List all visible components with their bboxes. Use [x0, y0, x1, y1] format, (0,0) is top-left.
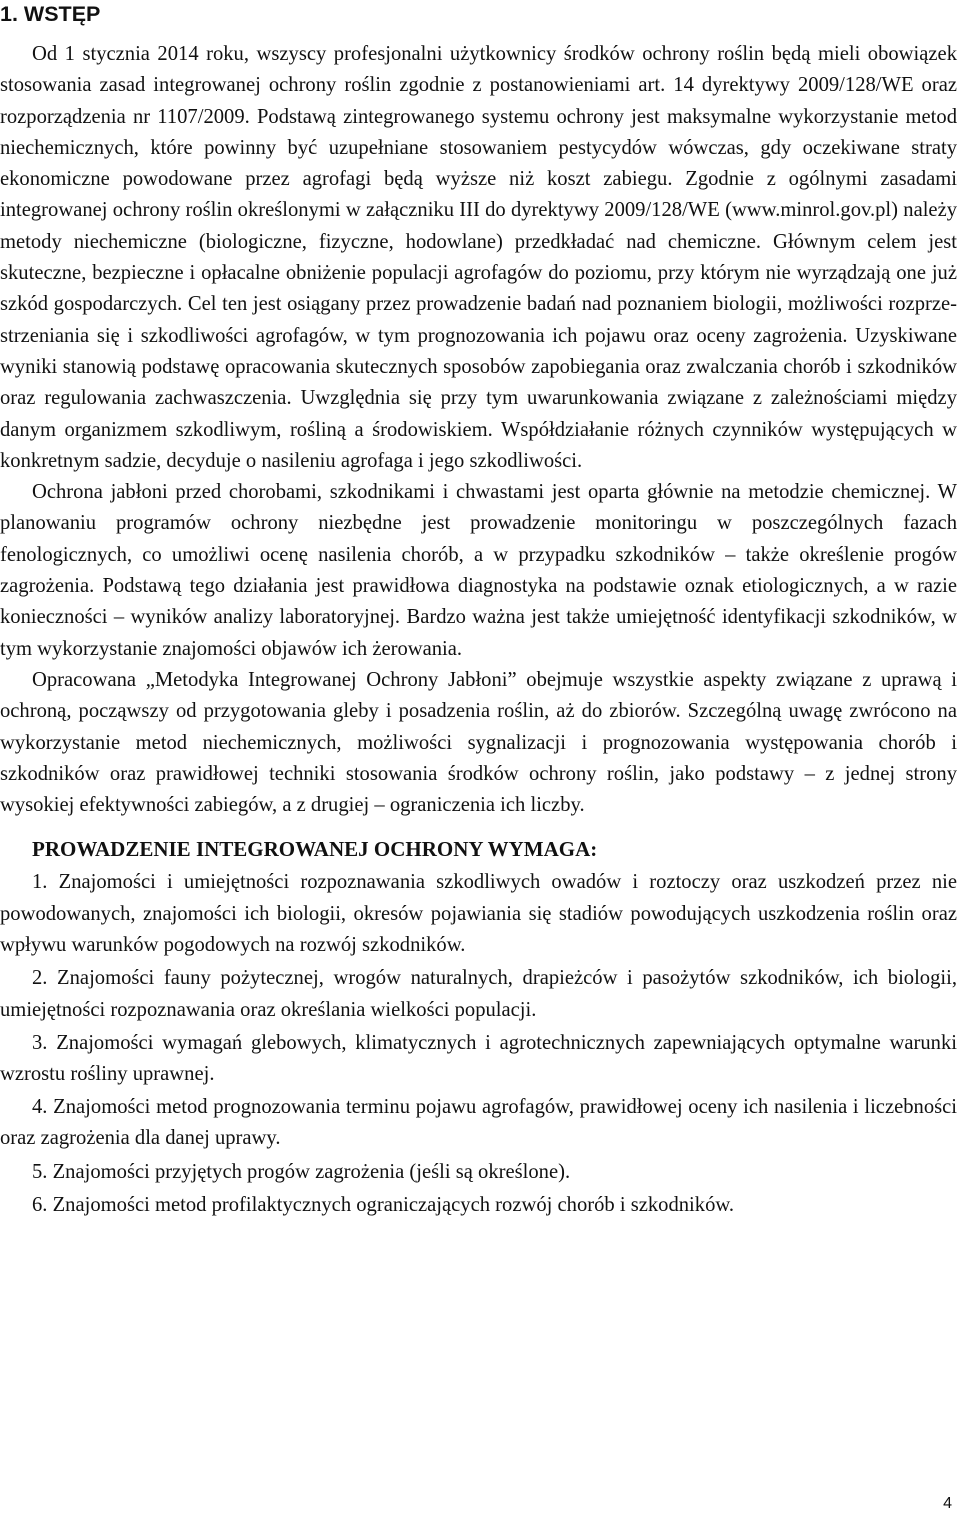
paragraph-apple-protection: Ochrona jabłoni przed chorobami, szkodnikami i chwastami jest oparta głównie na metodzie chemicznej. W planowaniu programów ochrony niezbędne jest prowadzenie monitoringu w poszczególnych fazach fenologicznych, co umożliwi ocenę nasilenia chorób, a w przypadku szkodników – także określenie progów zagrożenia. Podstawą tego działania jest prawidłowa diagnostyka na podstawie oznak etiologicznych, a w razie konieczności – wyników analizy laboratoryjnej. Bardzo ważna jest także umiejętność identyfikacji szkodników, w tym wykorzystanie znajomości objawów ich żerowania. [0, 481, 957, 660]
list-item: 2. Znajomości fauny pożytecznej, wrogów naturalnych, drapieżców i pasożytów szkodników, ich biologii, umiejętności rozpoznawania oraz określania wielkości populacji. [0, 967, 957, 1021]
section-heading [0, 0, 957, 28]
list-item: 5. Znajomości przyjętych progów zagrożenia (jeśli są określone). [32, 1160, 571, 1183]
section-number: 1. [0, 2, 18, 26]
paragraph-intro-text-b: ) należy metody niechemiczne (biologiczne, fizyczne, hodowlane) przedkładać nad chemiczne. Głównym celem jest skuteczne, bezpieczne i opłacalne obniżenie populacji agrofagów do poziomu, przy którym nie wyrządzają one już szkód gospodarczych. Cel ten jest osiągany przez prowadzenie badań nad poznaniem biologii, możliwości rozprzestrzeniania się i szkodliwości agrofagów, w tym prognozowania ich pojawu oraz oceny zagrożenia. Uzyskiwane wyniki stanowią podstawę opracowania skutecznych sposobów zapobiegania oraz zwalczania chorób i szkodników oraz regulowania zachwaszczenia. Uwzględnia się przy tym uwarunkowania związane z zależnościami między danym organizmem szkodliwym, rośliną a środowiskiem. Współdziałanie różnych czynników występujących w konkretnym sadzie, decyduje o nasileniu agrofaga i jego szkodliwości. [0, 199, 958, 472]
requirements-list [0, 867, 957, 1221]
list-item: 4. Znajomości metod prognozowania terminu pojawu agrofagów, prawidłowej oceny ich nasilenia i liczebności oraz zagrożenia dla danej uprawy. [0, 1096, 957, 1150]
page-number: 4 [943, 1495, 952, 1512]
list-item: 3. Znajomości wymagań glebowych, klimatycznych i agrotechnicznych zapewniających optymalne warunki wzrostu rośliny uprawnej. [0, 1031, 957, 1085]
paragraph-intro-text-a: Od 1 stycznia 2014 roku, wszyscy profesjonalni użytkownicy środków ochrony roślin będą mieli obowiązek stosowania zasad integrowanej ochrony roślin zgodnie z postanowieniami art. 14 dyrektywy 2009/128/WE oraz rozporządzenia nr 1107/2009. Podstawą zintegrowanego systemu ochrony jest maksymalne wykorzystanie metod niechemicznych, które powinny być uzupełniane stosowaniem pestycydów wówczas, gdy oczekiwane straty ekonomiczne powodowane przez agrofagi będą wyższe niż koszt zabiegu. Zgodnie z ogólnymi zasadami integrowanej ochrony roślin określonymi w załączniku III do dyrektywy 2009/128/WE ( [0, 43, 957, 222]
list-item: 6. Znajomości metod profilaktycznych ograniczających rozwój chorób i szkodników. [32, 1193, 735, 1216]
paragraph-methodology: Opracowana „Metodyka Integrowanej Ochrony Jabłoni” obejmuje wszystkie aspekty związane z uprawą i ochroną, począwszy od przygotowania gleby i posadzenia roślin, aż do zbiorów. Szczególną uwagę zwrócono na wykorzystanie metod niechemicznych, możliwości sygnalizacji i prognozowania występowania chorób i szkodników oraz prawidłowej techniki stosowania środków ochrony roślin, jako podstawy – z jednej strony wysokiej efektywności zabiegów, a z drugiej – ograniczenia ich liczby. [0, 668, 957, 817]
section-title: WSTĘP [23, 2, 101, 26]
minrol-link[interactable]: www.minrol.gov.pl [731, 199, 892, 222]
paragraph-intro [0, 39, 957, 477]
requirements-heading: PROWADZENIE INTEGROWANEJ OCHRONY WYMAGA: [32, 837, 598, 862]
list-item: 1. Znajomości i umiejętności rozpoznawania szkodliwych owadów i roztoczy oraz uszkodzeń przez nie powodowanych, znajomości ich biologii, okresów pojawiania się stadiów powodujących uszkodzenia roślin oraz wpływu warunków pogodowych na rozwój szkodników. [0, 871, 957, 957]
